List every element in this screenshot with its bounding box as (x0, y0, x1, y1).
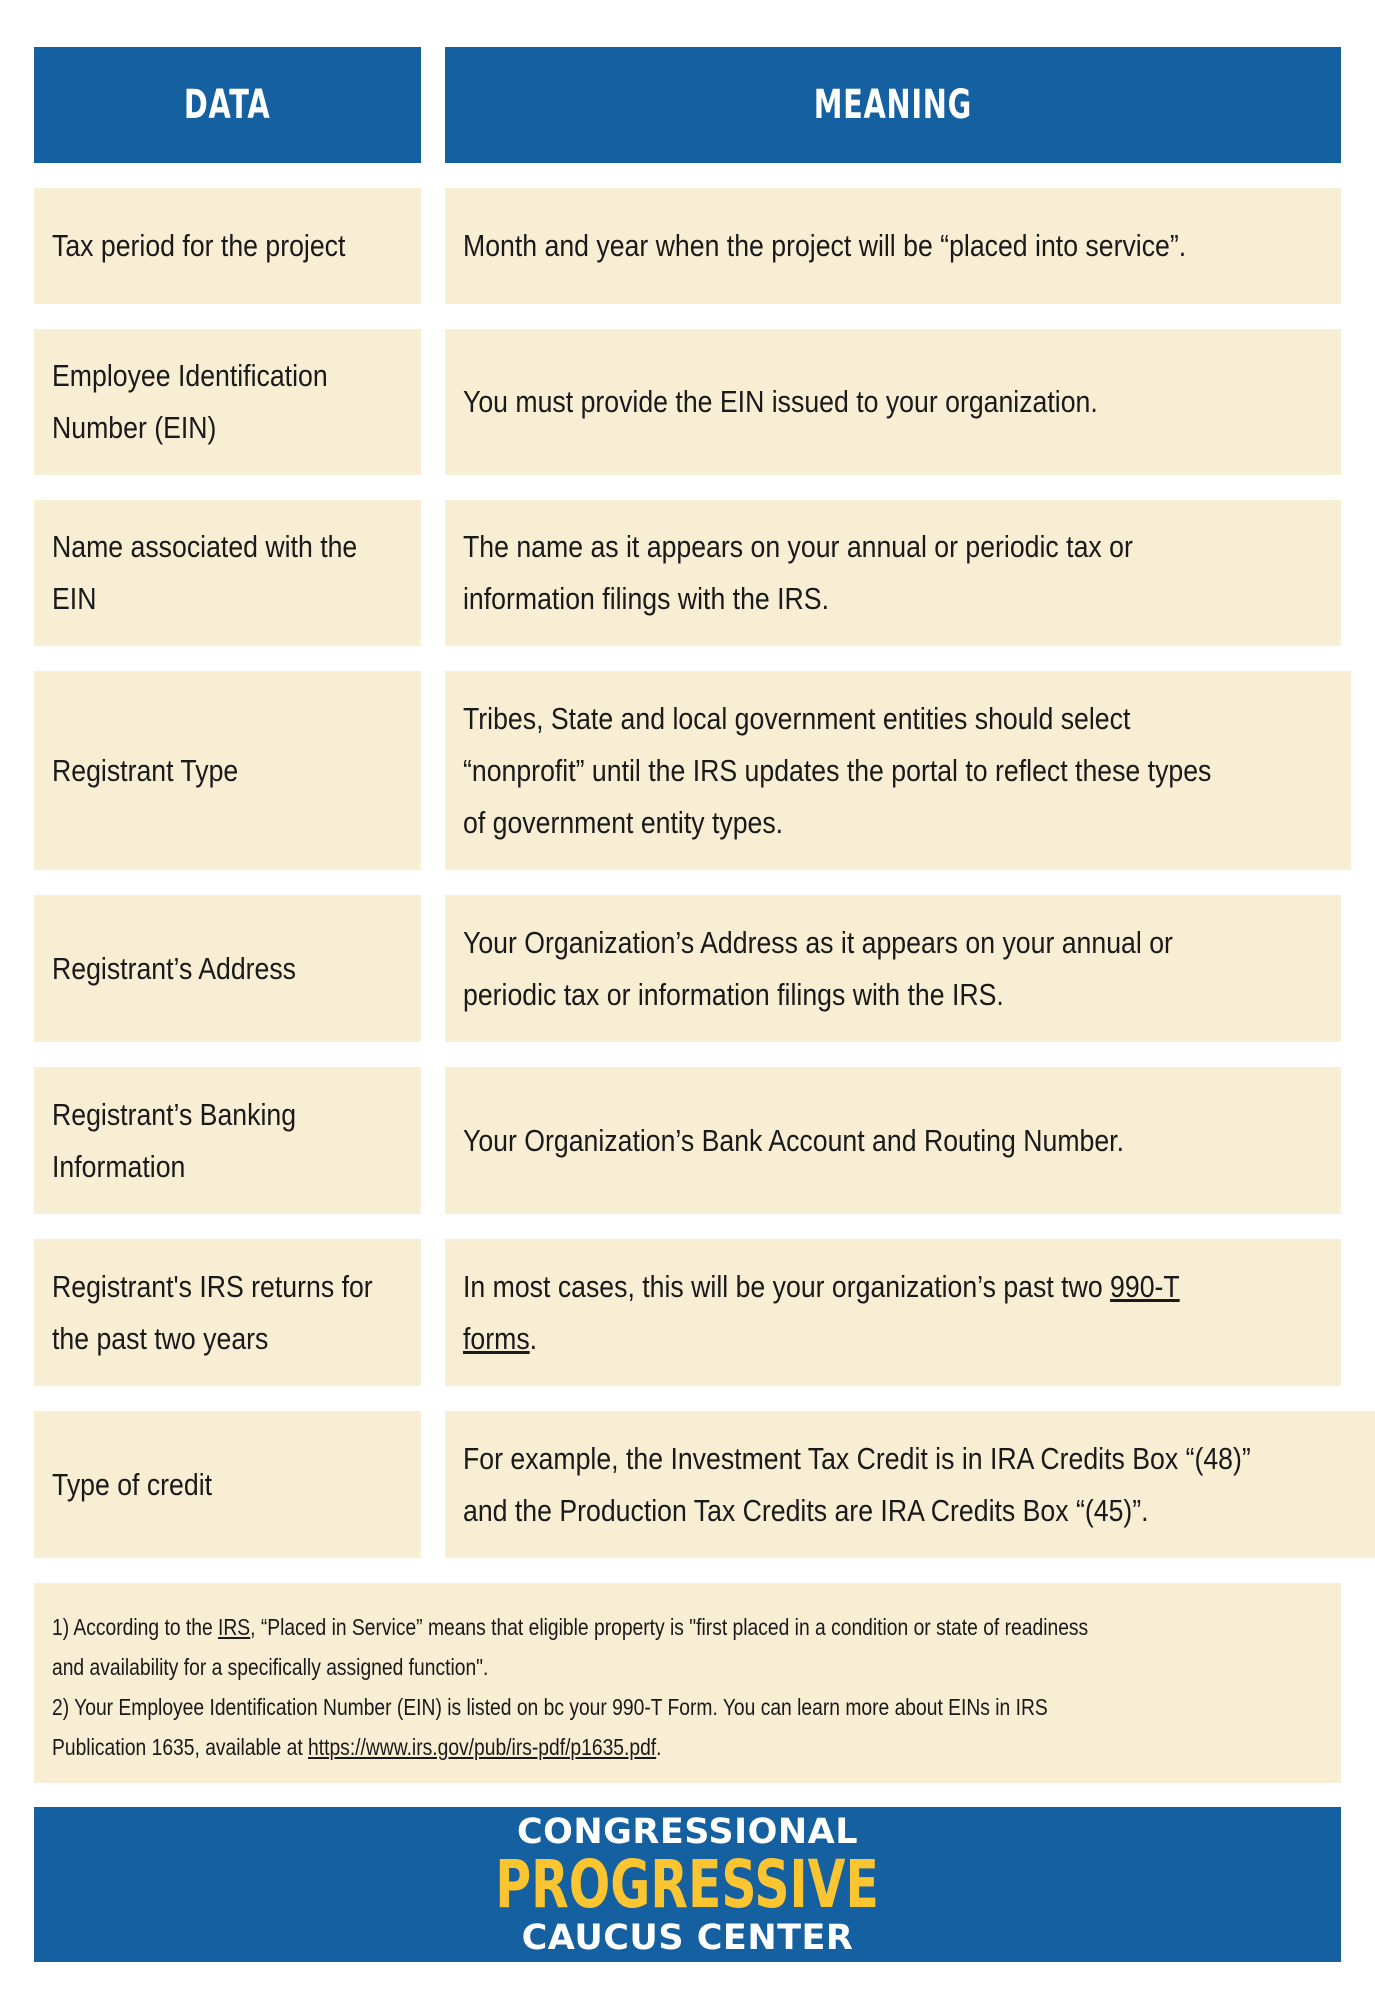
table-header-row (34, 47, 1341, 163)
footnote-1-line-2: and availability for a specifically assigned function". (52, 1654, 489, 1680)
table-row (34, 500, 1341, 646)
meaning-cell: Your Organization’s Address as it appears on your annual or periodic tax or information filings with the IRS. (445, 895, 1341, 1042)
table-row (34, 1239, 1341, 1386)
meaning-cell: In most cases, this will be your organization’s past two 990-T forms. (445, 1239, 1341, 1386)
logo-progressive: PROGRESSIVE (495, 1845, 880, 1923)
meaning-cell: Tribes, State and local government entities should select “nonprofit” until the IRS updates the portal to reflect these types of government entity types. (445, 671, 1351, 870)
meaning-cell: For example, the Investment Tax Credit is in IRA Credits Box “(48)” and the Production Tax Credits are IRA Credits Box “(45)”. (445, 1411, 1375, 1558)
header-data: DATA (34, 47, 421, 163)
meaning-cell: Month and year when the project will be “placed into service”. (445, 188, 1341, 304)
table-row (34, 1411, 1341, 1558)
meaning-cell: You must provide the EIN issued to your organization. (445, 329, 1341, 475)
header-meaning: MEANING (445, 47, 1341, 163)
990t-link[interactable]: 990-T (1110, 1268, 1180, 1304)
data-cell: Registrant’s Banking Information (34, 1067, 421, 1214)
meaning-cell: Your Organization’s Bank Account and Routing Number. (445, 1067, 1341, 1214)
meaning-cell: The name as it appears on your annual or periodic tax or information filings with the IRS. (445, 500, 1341, 646)
footnotes (34, 1583, 1341, 1783)
data-cell: Registrant’s Address (34, 895, 421, 1042)
data-cell: Registrant's IRS returns for the past two years (34, 1239, 421, 1386)
footer-banner (34, 1807, 1341, 1962)
table-row (34, 671, 1341, 870)
table-row (34, 188, 1341, 304)
footnote-1-line-1: 1) According to the IRS, “Placed in Service” means that eligible property is "first placed in a condition or state of readiness (52, 1614, 1089, 1640)
data-cell: Name associated with the EIN (34, 500, 421, 646)
irs-link[interactable]: IRS (218, 1614, 251, 1640)
data-cell: Registrant Type (34, 671, 421, 870)
table-row (34, 895, 1341, 1042)
data-cell: Employee Identification Number (EIN) (34, 329, 421, 475)
logo-congressional: CONGRESSIONAL (516, 1811, 859, 1852)
data-cell: Type of credit (34, 1411, 421, 1558)
table-row (34, 329, 1341, 475)
publication-1635-link[interactable]: https://www.irs.gov/pub/irs-pdf/p1635.pdf (308, 1734, 657, 1760)
footnote-2-line-1: 2) Your Employee Identification Number (EIN) is listed on bc your 990-T Form. You can learn more about EINs in IRS (52, 1694, 1048, 1720)
logo-caucus-center: CAUCUS CENTER (521, 1917, 854, 1958)
table-row (34, 1067, 1341, 1214)
document-page (34, 47, 1341, 1962)
footnote-2-line-2: Publication 1635, available at https://www.irs.gov/pub/irs-pdf/p1635.pdf. (52, 1734, 662, 1760)
data-cell: Tax period for the project (34, 188, 421, 304)
forms-link[interactable]: forms (463, 1320, 530, 1356)
